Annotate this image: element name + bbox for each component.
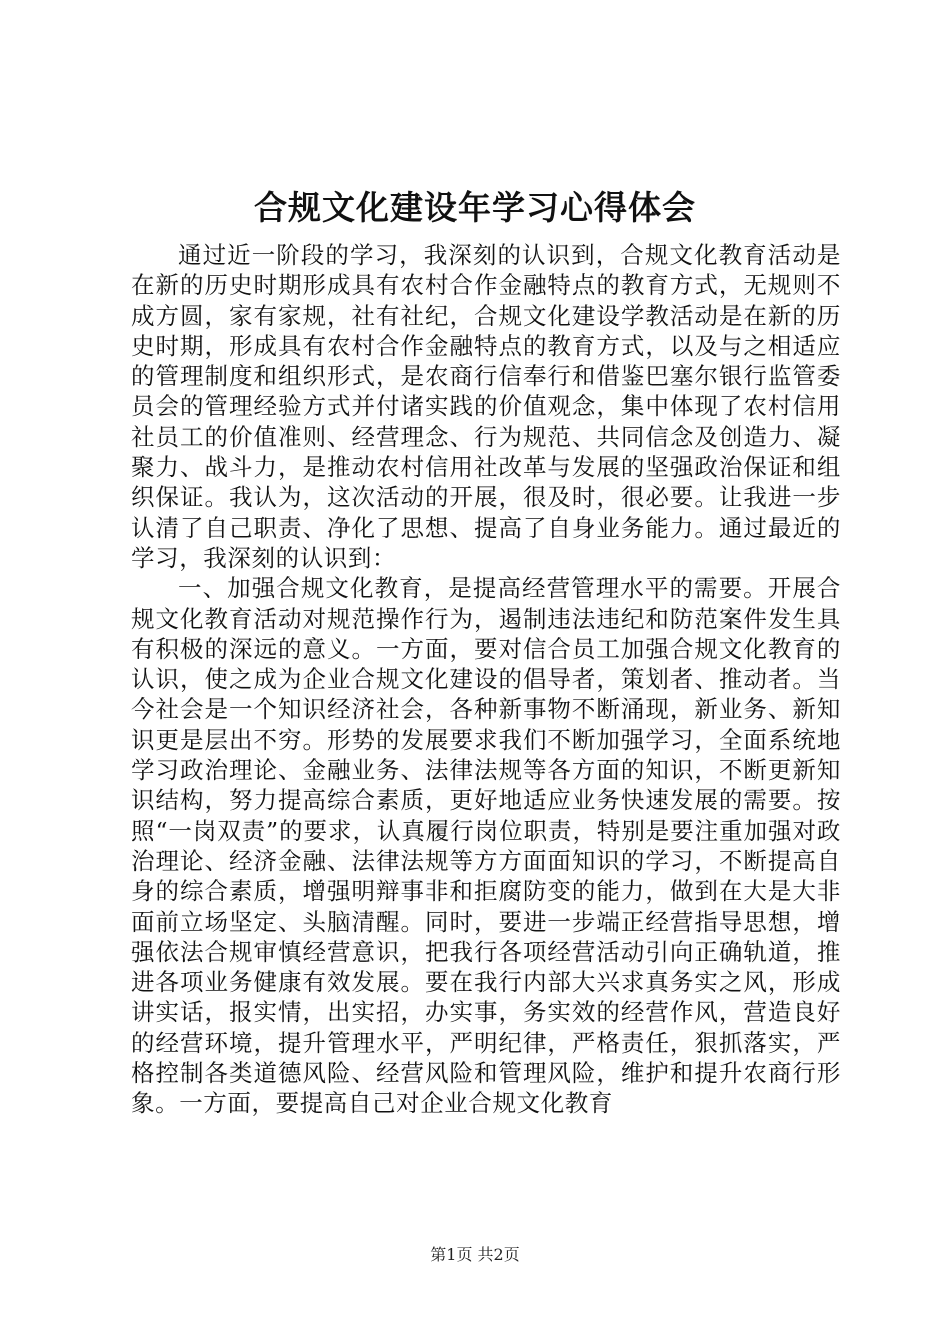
document-body <box>131 240 841 1119</box>
document-title: 合规文化建设年学习心得体会 <box>254 188 696 227</box>
page-number-footer: 第1页 共2页 <box>430 1245 520 1264</box>
paragraph-2: 一、加强合规文化教育，是提高经营管理水平的需要。开展合规文化教育活动对规范操作行为，遏制违法违纪和防范案件发生具有积极的深远的意义。一方面，要对信合员工加强合规文化教育的认识，使之成为企业合规文化建设的倡导者，策划者、推动者。当今社会是一个知识经济社会，各种新事物不断涌现，新业务、新知识更是层出不穷。形势的发展要求我们不断加强学习，全面系统地学习政治理论、金融业务、法律法规等各方面的知识，不断更新知识结构，努力提高综合素质，更好地适应业务快速发展的需要。按照“一岗双责”的要求，认真履行岗位职责，特别是要注重加强对政治理论、经济金融、法律法规等方方面面知识的学习，不断提高自身的综合素质，增强明辩事非和拒腐防变的能力，做到在大是大非面前立场坚定、头脑清醒。同时，要进一步端正经营指导思想，增强依法合规审慎经营意识，把我行各项经营活动引向正确轨道，推进各项业务健康有效发展。要在我行内部大兴求真务实之风，形成讲实话，报实情，出实招，办实事，务实效的经营作风，营造良好的经营环境，提升管理水平，严明纪律，严格责任，狠抓落实，严格控制各类道德风险、经营风险和管理风险，维护和提升农商行形象。一方面，要提高自己对企业合规文化教育 <box>131 574 841 1118</box>
paragraph-1: 通过近一阶段的学习，我深刻的认识到，合规文化教育活动是在新的历史时期形成具有农村合作金融特点的教育方式，无规则不成方圆，家有家规，社有社纪，合规文化建设学教活动是在新的历史时期，形成具有农村合作金融特点的教育方式，以及与之相适应的管理制度和组织形式，是农商行信奉行和借鉴巴塞尔银行监管委员会的管理经验方式并付诸实践的价值观念，集中体现了农村信用社员工的价值准则、经营理念、行为规范、共同信念及创造力、凝聚力、战斗力，是推动农村信用社改革与发展的坚强政治保证和组织保证。我认为，这次活动的开展，很及时，很必要。让我进一步认清了自己职责、净化了思想、提高了自身业务能力。通过最近的学习，我深刻的认识到： <box>131 241 841 572</box>
